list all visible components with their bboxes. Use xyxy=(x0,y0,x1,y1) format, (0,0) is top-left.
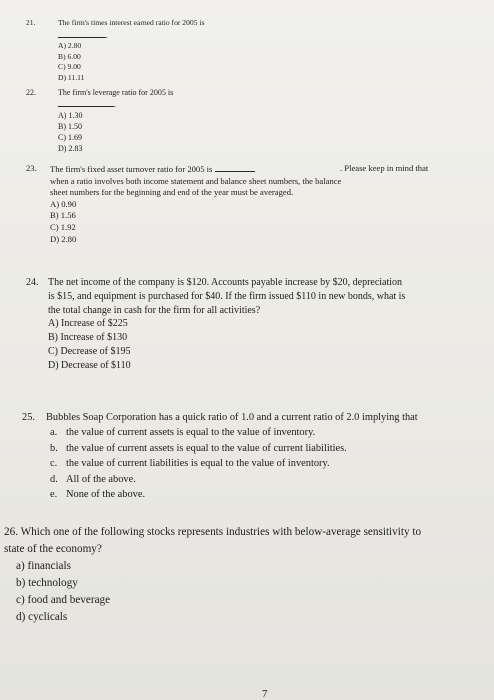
option-d: D) Decrease of $110 xyxy=(48,359,131,371)
question-number: 22. xyxy=(26,88,36,97)
page-number: 7 xyxy=(262,688,268,700)
question-stem-line: the total change in cash for the firm for all activities? xyxy=(48,304,261,316)
option-c: c. the value of current liabilities is equal to the value of inventory. xyxy=(50,458,330,470)
question-stem-line: The net income of the company is $120. Accounts payable increase by $20, depreciation xyxy=(48,277,403,288)
option-b: b. the value of current assets is equal to the value of current liabilities. xyxy=(50,442,347,454)
question-number: 25. xyxy=(22,412,35,423)
question-body xyxy=(50,163,470,245)
question-note-start: . Please keep in mind that xyxy=(340,163,429,173)
option-c: C) 1.92 xyxy=(50,221,76,232)
option-d: d) cyclicals xyxy=(16,611,68,623)
question-stem: The firm's fixed asset turnover ratio for 2005 is xyxy=(50,164,213,174)
answer-blank xyxy=(215,163,255,172)
question-stem: 26. Which one of the following stocks represents industries with below-average sensitivity to xyxy=(4,526,422,538)
option-a: A) Increase of $225 xyxy=(48,318,128,330)
option-b: B) 1.50 xyxy=(58,122,82,131)
option-a: A) 2.80 xyxy=(58,41,82,51)
option-c: c) food and beverage xyxy=(16,594,111,606)
option-b: b) technology xyxy=(16,577,78,589)
question-body xyxy=(46,410,418,502)
option-d: D) 2.83 xyxy=(58,144,83,153)
option-c: C) 9.00 xyxy=(58,62,81,72)
question-body: The firm's leverage ratio for 2005 is . A) 1.30 B) 1.50 C) 1.69 D) 2.83 xyxy=(58,88,174,153)
question-number: 24. xyxy=(26,277,39,288)
option-b: B) Increase of $130 xyxy=(48,332,128,344)
question-stem: Bubbles Soap Corporation has a quick ratio of 1.0 and a current ratio of 2.0 implying that xyxy=(46,412,418,423)
option-a: a. the value of current assets is equal to the value of inventory. xyxy=(50,427,316,439)
option-c: C) 1.69 xyxy=(58,133,82,142)
question-stem: The firm's leverage ratio for 2005 is xyxy=(58,88,174,97)
answer-blank xyxy=(58,29,106,38)
question-number: 21. xyxy=(26,18,36,27)
question-26 xyxy=(4,524,421,626)
option-a: a) financials xyxy=(16,560,71,572)
question-body: The firm's times interest earned ratio for 2005 is . A) 2.80 B) 6.00 C) 9.00 D) 11.11 xyxy=(58,18,205,82)
question-number: 23. xyxy=(26,163,37,173)
option-d: d. All of the above. xyxy=(50,473,136,485)
option-c: C) Decrease of $195 xyxy=(48,345,131,357)
option-e: e. None of the above. xyxy=(50,489,146,501)
question-stem: The firm's times interest earned ratio for 2005 is xyxy=(58,18,205,27)
option-b: B) 1.56 xyxy=(50,210,76,221)
option-d: D) 2.80 xyxy=(50,233,77,244)
option-b: B) 6.00 xyxy=(58,51,81,61)
answer-blank xyxy=(58,98,114,107)
question-stem-line: state of the economy? xyxy=(4,543,102,555)
question-body xyxy=(48,276,405,373)
options-list xyxy=(4,558,421,626)
question-note-line: sheet numbers for the beginning and end of the year must be averaged. xyxy=(50,187,294,198)
option-a: A) 0.90 xyxy=(50,198,77,209)
question-note-line: when a ratio involves both income statement and balance sheet numbers, the balance xyxy=(50,175,342,186)
option-a: A) 1.30 xyxy=(58,111,83,120)
question-stem-line: is $15, and equipment is purchased for $40. If the firm issued $110 in new bonds, what is xyxy=(48,290,406,302)
option-d: D) 11.11 xyxy=(58,72,85,82)
